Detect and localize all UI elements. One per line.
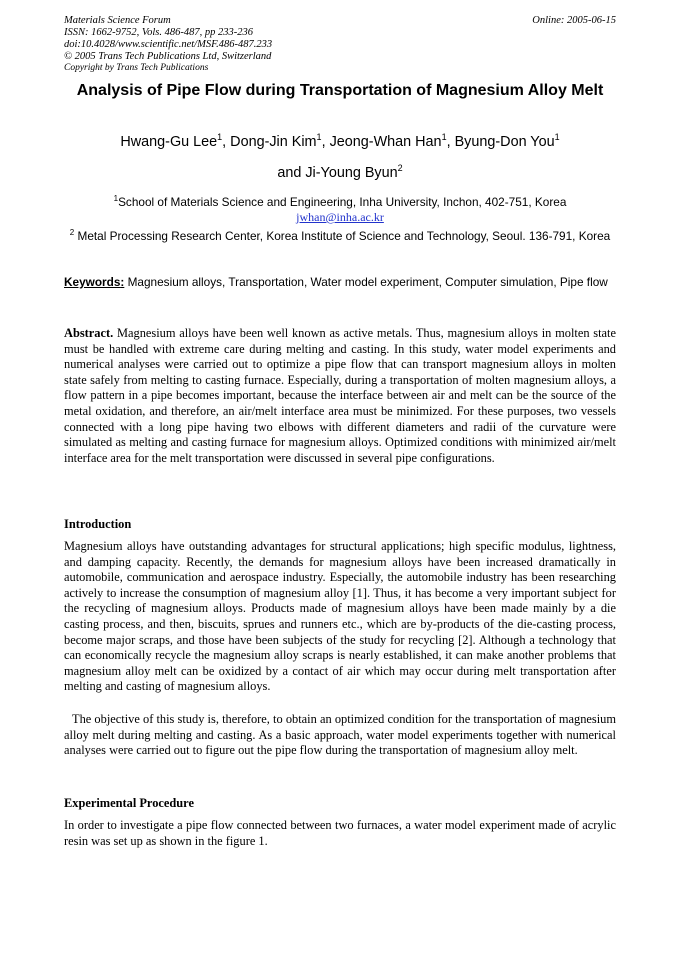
author-name: Byung-Don You [454, 133, 555, 150]
affiliation-text: School of Materials Science and Engineering, Inha University, Inchon, 402-751, Korea [118, 194, 567, 209]
journal-name: Materials Science Forum [64, 15, 171, 26]
affiliation-marker: 1 [554, 132, 560, 142]
online-date: Online: 2005-06-15 [532, 15, 616, 26]
doi-line: doi:10.4028/www.scientific.net/MSF.486-487.233 [64, 39, 273, 50]
affiliation-marker: 1 [217, 132, 223, 142]
abstract-label: Abstract. [64, 326, 114, 340]
affiliation-1 [64, 191, 616, 225]
abstract-text: Magnesium alloys have been well known as active metals. Thus, magnesium alloys in molten state must be handled with extreme care during melting and casting. In this study, water model experiments and numerical analyses were carried out to optimize a pipe flow that can transport magnesium alloys in molten state safely from melting to casting furnace. Especially, during a transportation of molten magnesium alloys, a flow pattern in a pipe becomes important, because the interface between air and melt can be the source of the metal oxidation, and therefore, an air/melt interface area must be minimized. For these purposes, two vessels connected with a long pipe having two elbows with different diameters and radii of the curvature were simulated as melting and casting furnace for magnesium alloys. Optimized conditions with minimized air/melt interface area for the melt transportation were discussed in several pipe configurations. [64, 326, 616, 465]
introduction-heading: Introduction [64, 517, 132, 531]
author-name: Hwang-Gu Lee [120, 133, 218, 150]
copyright-line: © 2005 Trans Tech Publications Ltd, Switzerland [64, 51, 272, 62]
experimental-heading: Experimental Procedure [64, 796, 194, 810]
affiliation-text: Metal Processing Research Center, Korea Institute of Science and Technology, Seoul. 136-791, Korea [77, 228, 611, 243]
keywords-label: Keywords [64, 275, 121, 289]
author-name: Ji-Young Byun [305, 164, 398, 181]
author-conjunction: and [277, 164, 302, 181]
paper-title: Analysis of Pipe Flow during Transportation of Magnesium Alloy Melt [76, 82, 604, 99]
introduction-paragraph-1: Magnesium alloys have outstanding advantages for structural applications; high specific modulus, lightness, and damping capacity. Recently, the demands for magnesium alloys have been increased dramatically in automobile, communication and aerospace industry. Especially, the automobile industry has been researching actively to increase the consumption of magnesium alloy [1]. Thus, it has become a very important subject for the recycling of magnesium alloys. Products made of magnesium alloys have been made mainly by a die casting process, and then, biscuits, sprues and runners etc., which are by-products of the die-casting process, become major scraps, and those have been subjects of the study for recycling [2]. Although a technology that can economically recycle the magnesium alloy scraps is nearly established, it can make another problems that magnesium alloy melt can be oxidized by a contact of air which may occur during melt transportation after melting and casting of magnesium alloys. [64, 539, 616, 694]
abstract-block [64, 326, 616, 466]
keywords-text: Magnesium alloys, Transportation, Water model experiment, Computer simulation, Pipe flow [127, 275, 608, 289]
copyright-notice: Copyright by Trans Tech Publications [64, 63, 209, 73]
affiliation-marker: 1 [316, 132, 322, 142]
introduction-paragraph-2: The objective of this study is, therefore, to obtain an optimized condition for the transportation of magnesium alloy melt during melting and casting. As a basic approach, water model experiments together with numerical analyses were carried out to figure out the pipe flow during the transportation of magnesium alloy melt. [64, 712, 616, 758]
author-name: Dong-Jin Kim [230, 133, 317, 150]
issn-line: ISSN: 1662-9752, Vols. 486-487, pp 233-236 [64, 27, 253, 38]
experimental-paragraph-1: In order to investigate a pipe flow connected between two furnaces, a water model experiment made of acrylic resin was set up as shown in the figure 1. [64, 818, 616, 848]
journal-header [64, 15, 616, 74]
affiliation-number: 2 [69, 228, 75, 237]
author-name: Jeong-Whan Han [329, 133, 442, 150]
affiliation-marker: 1 [441, 132, 447, 142]
email-link[interactable]: jwhan@inha.ac.kr [296, 209, 384, 224]
keywords-block [64, 275, 616, 290]
keywords-colon: : [120, 275, 125, 289]
affiliation-2 [64, 225, 616, 244]
affiliation-marker: 2 [397, 162, 403, 173]
author-list: Hwang-Gu Lee$^1$, Dong-Jin Kim$^1$, Jeong-Whan Han$^1$, Byung-Don You$^1$ and Ji-Young Byun$^2$ [120, 132, 560, 181]
affiliation-number: 1 [113, 194, 119, 203]
